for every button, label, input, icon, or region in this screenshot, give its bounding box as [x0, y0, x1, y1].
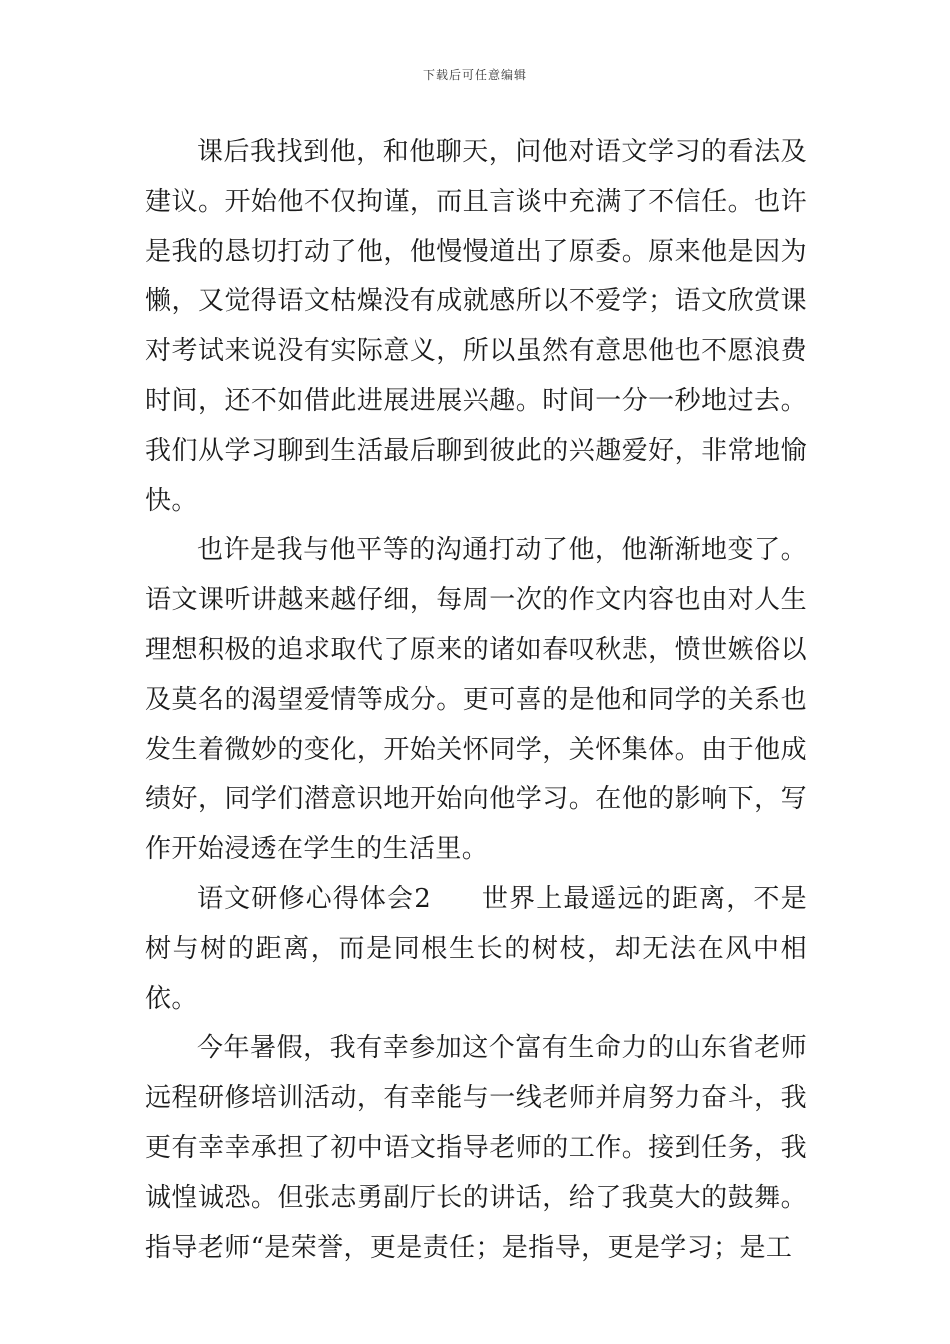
- paragraph-2: 也许是我与他平等的沟通打动了他，他渐渐地变了。语文课听讲越来越仔细，每周一次的作文内容也由对人生理想积极的追求取代了原来的诸如春叹秋悲，愤世嫉俗以及莫名的渴望爱情等成分。更可喜的是他和同学的关系也发生着微妙的变化，开始关怀同学，关怀集体。由于他成绩好，同学们潜意识地开始向他学习。在他的影响下，写作开始浸透在学生的生活里。: [145, 535, 807, 865]
- paragraph-1: 课后我找到他，和他聊天，问他对语文学习的看法及建议。开始他不仅拘谨，而且言谈中充满了不信任。也许是我的恳切打动了他，他慢慢道出了原委。原来他是因为懒，又觉得语文枯燥没有成就感所以不爱学；语文欣赏课对考试来说没有实际意义，所以虽然有意思他也不愿浪费时间，还不如借此进展进展兴趣。时间一分一秒地过去。我们从学习聊到生活最后聊到彼此的兴趣爱好，非常地愉快。: [145, 137, 807, 516]
- document-body: [145, 128, 807, 1273]
- paragraph-3: 今年暑假，我有幸参加这个富有生命力的山东省老师远程研修培训活动，有幸能与一线老师并肩努力奋斗，我更有幸幸承担了初中语文指导老师的工作。接到任务，我诚惶诚恐。但张志勇副厅长的讲话，给了我莫大的鼓舞。指导老师“是荣誉，更是责任；是指导，更是学习；是工: [145, 1033, 807, 1263]
- page-header: 下载后可任意编辑: [422, 68, 527, 82]
- section-title: 语文研修心得体会2: [197, 883, 432, 914]
- section-lead: 世界上最遥远的距离，不是树与树的距离，而是同根生长的树枝，却无法在风中相依。: [145, 883, 807, 1014]
- section-heading-paragraph: [145, 875, 807, 1024]
